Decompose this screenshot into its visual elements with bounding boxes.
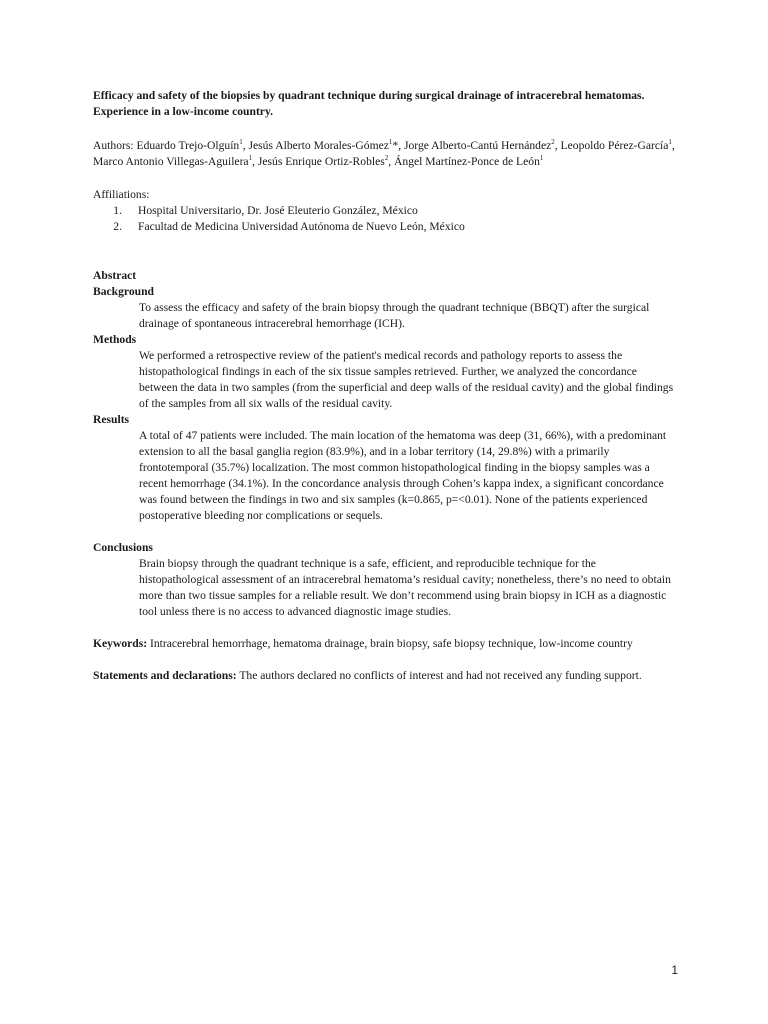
author: Jesús Enrique Ortiz-Robles$^2$, (257, 154, 395, 168)
results-heading: Results (93, 413, 130, 426)
affiliation-number: 2. (113, 220, 122, 233)
conclusions-text: Brain biopsy through the quadrant technique is a safe, efficient, and reproducible technique for the histopathological assessment of an intracerebral hematoma’s residual cavity; nonetheless, there’s no need to obtain more than two tissue samples for a reliable result. We don’t recommend using brain biopsy in ICH as a diagnostic tool unless there is no access to advanced diagnostic image studies. (139, 557, 671, 618)
results-text: A total of 47 patients were included. The main location of the hematoma was deep (31, 66%), with a predominant extension to all the basal ganglia region (83.9%), and in a lobar territory (14, 29.8%) with a primarily frontotemporal (35.7%) localization. The most common histopathological finding in the biopsy samples was a recent hemorrhage (34.1%). In the concordance analysis through Cohen’s kappa index, a significant concordance was found between the findings in two and six samples (k=0.865, p=<0.01). None of the patients experienced postoperative bleeding nor complications or sequels. (139, 429, 667, 522)
spacer (93, 652, 677, 668)
page-number: 1 (671, 963, 678, 977)
statements-text: The authors declared no conflicts of interest and had not received any funding support. (236, 669, 642, 682)
conclusions-heading: Conclusions (93, 541, 153, 554)
affiliation-text: Facultad de Medicina Universidad Autónoma de Nuevo León, México (138, 220, 465, 233)
keywords-label: Keywords: (93, 637, 148, 650)
author: Jesús Alberto Morales-Gómez$^1$*, (248, 138, 404, 152)
methods-text: We performed a retrospective review of the patient's medical records and pathology reports to assess the histopathological findings in each of the six tissue samples retrieved. Further, we analyzed the concordance between the data in two samples (from the superficial and deep walls of the residual cavity) and the global findings of the samples from all six walls of the residual cavity. (139, 349, 674, 410)
author: Ángel Martínez-Ponce de León$^1$ (394, 154, 544, 168)
background-text: To assess the efficacy and safety of the brain biopsy through the quadrant technique (BBQT) after the surgical drainage of spontaneous intracerebral hemorrhage (ICH). (139, 301, 650, 330)
affiliations-label: Affiliations: (93, 188, 150, 201)
spacer (93, 620, 677, 636)
background-heading: Background (93, 285, 154, 298)
statements-label: Statements and declarations: (93, 669, 237, 682)
affiliation-item (93, 203, 677, 219)
keywords-text: Intracerebral hemorrhage, hematoma drainage, brain biopsy, safe biopsy technique, low-income country (147, 637, 633, 650)
author: Jorge Alberto-Cantú Hernández$^2$, (404, 138, 561, 152)
spacer (93, 524, 677, 540)
methods-heading: Methods (93, 333, 137, 346)
keywords (93, 636, 677, 652)
affiliation-number: 1. (113, 204, 122, 217)
author: Marco Antonio Villegas-Aguilera$^1$, (93, 154, 258, 168)
author-list (93, 138, 677, 170)
affiliation-item (93, 219, 677, 235)
paper-title: Efficacy and safety of the biopsies by quadrant technique during surgical drainage of intracerebral hematomas. Experience in a low-income country. (93, 89, 645, 118)
author: Leopoldo Pérez-García$^1$, (560, 138, 675, 152)
affiliations-list (93, 203, 677, 235)
paper-page (93, 88, 677, 684)
authors-prefix: Authors: (93, 139, 137, 152)
abstract-heading: Abstract (93, 269, 137, 282)
affiliation-text: Hospital Universitario, Dr. José Eleuterio González, México (138, 204, 418, 217)
statements-declarations (93, 668, 677, 684)
author: Eduardo Trejo-Olguín$^1$, (136, 138, 249, 152)
